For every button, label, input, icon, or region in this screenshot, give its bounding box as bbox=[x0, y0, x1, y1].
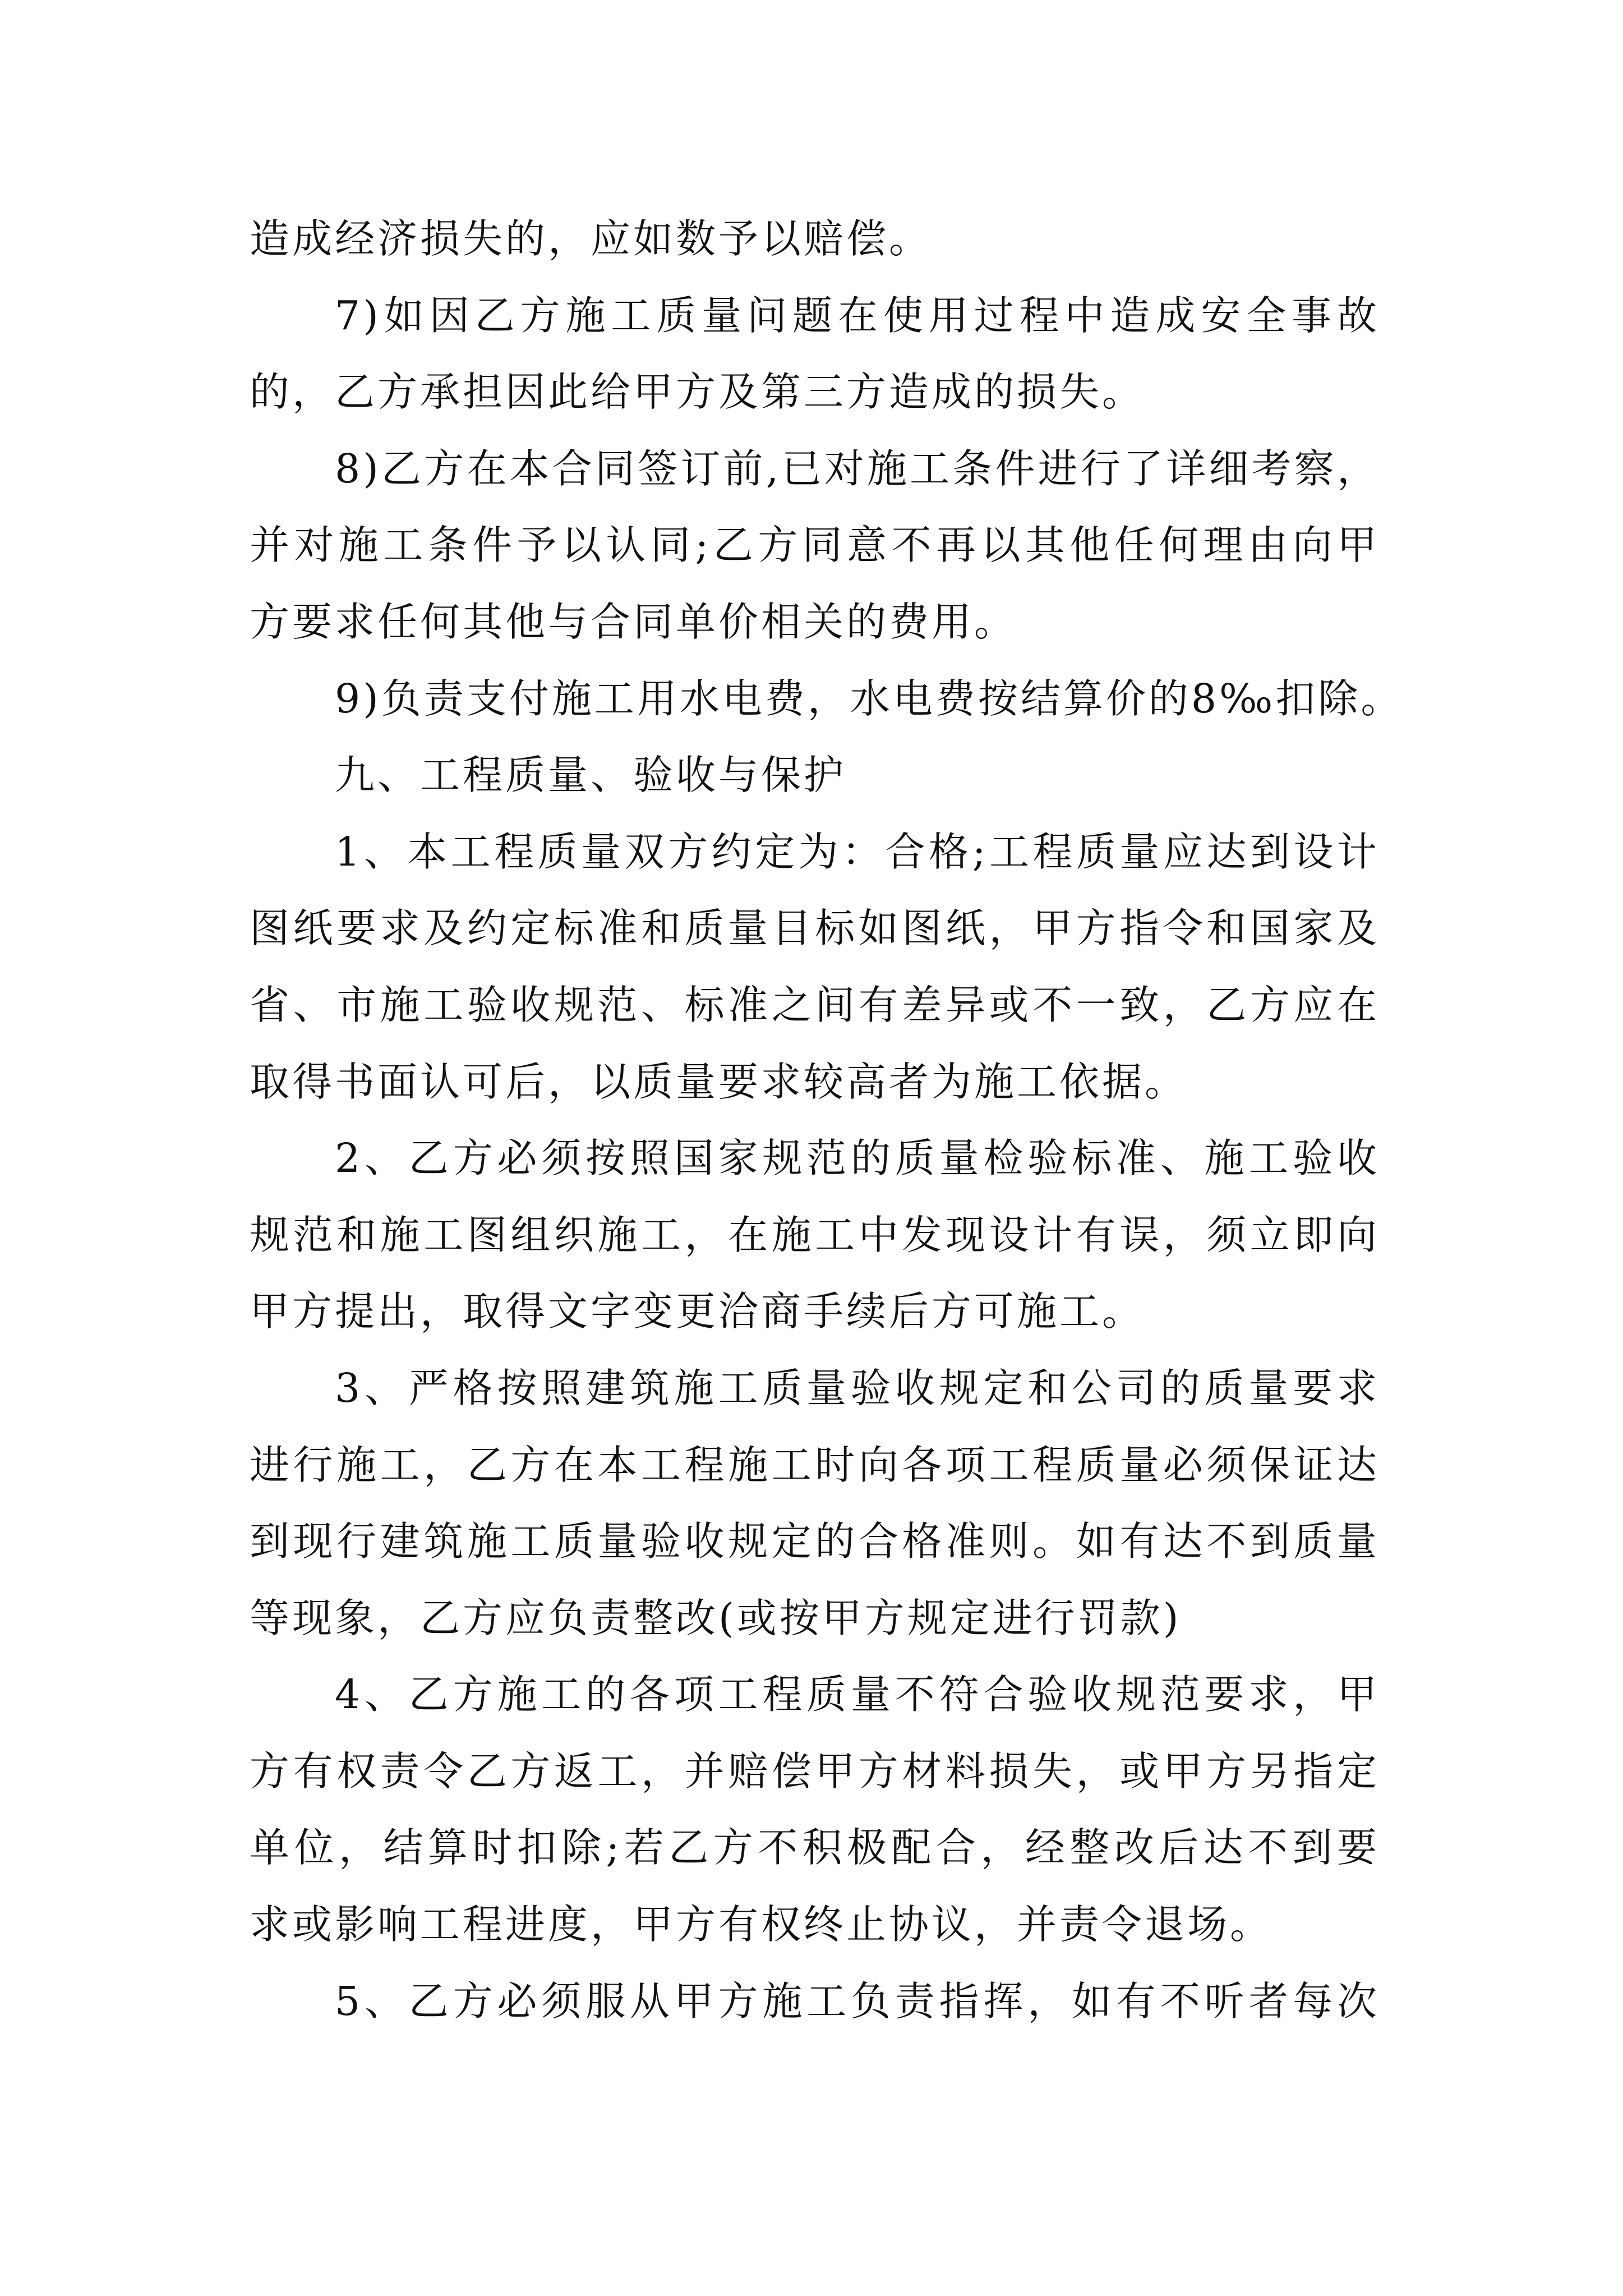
paragraph bbox=[250, 431, 1380, 661]
text-line: 等现象，乙方应负责整改(或按甲方规定进行罚款) bbox=[250, 1594, 1182, 1641]
text-line: 进行施工，乙方在本工程施工时向各项工程质量必须保证达 bbox=[250, 1441, 1380, 1488]
text-line: 单位，结算时扣除;若乙方不积极配合，经整改后达不到要 bbox=[250, 1824, 1380, 1871]
paragraph bbox=[250, 278, 1380, 431]
paragraph bbox=[250, 814, 1380, 1120]
text-line: 方要求任何其他与合同单价相关的费用。 bbox=[250, 598, 1017, 645]
text-line: 4、乙方施工的各项工程质量不符合验收规范要求，甲 bbox=[335, 1671, 1380, 1718]
text-line: 并对施工条件予以认同;乙方同意不再以其他任何理由向甲 bbox=[250, 522, 1380, 569]
text-line: 8)乙方在本合同签订前,已对施工条件进行了详细考察， bbox=[335, 445, 1380, 492]
text-line: 取得书面认可后，以质量要求较高者为施工依据。 bbox=[250, 1058, 1188, 1105]
text-line: 7)如因乙方施工质量问题在使用过程中造成安全事故 bbox=[335, 292, 1380, 339]
text-line: 甲方提出，取得文字变更洽商手续后方可施工。 bbox=[250, 1288, 1145, 1335]
paragraph bbox=[250, 1657, 1380, 1963]
section-heading bbox=[250, 737, 1380, 814]
text-line: 规范和施工图组织施工，在施工中发现设计有误，须立即向 bbox=[250, 1211, 1380, 1258]
text-line: 1、本工程质量双方约定为：合格;工程质量应达到设计 bbox=[335, 828, 1380, 875]
text-line: 求或影响工程进度，甲方有权终止协议，并责令退场。 bbox=[250, 1901, 1273, 1948]
section-heading-text: 九、工程质量、验收与保护 bbox=[335, 752, 847, 799]
text-line: 图纸要求及约定标准和质量目标如图纸，甲方指令和国家及 bbox=[250, 905, 1380, 952]
paragraph bbox=[250, 1350, 1380, 1657]
paragraph bbox=[250, 201, 1380, 278]
text-line: 到现行建筑施工质量验收规定的合格准则。如有达不到质量 bbox=[250, 1518, 1380, 1565]
document-body bbox=[250, 201, 1404, 2040]
paragraph bbox=[250, 1963, 1380, 2040]
text-line: 方有权责令乙方返工，并赔偿甲方材料损失，或甲方另指定 bbox=[250, 1747, 1380, 1795]
text-line: 5、乙方必须服从甲方施工负责指挥，如有不听者每次 bbox=[335, 1977, 1380, 2024]
paragraph bbox=[250, 1120, 1380, 1350]
text-line: 省、市施工验收规范、标准之间有差异或不一致，乙方应在 bbox=[250, 981, 1380, 1028]
text-line: 造成经济损失的，应如数予以赔偿。 bbox=[250, 215, 932, 262]
text-line: 3、严格按照建筑施工质量验收规定和公司的质量要求 bbox=[335, 1364, 1380, 1411]
paragraph bbox=[250, 661, 1404, 738]
text-line: 9)负责支付施工用水电费，水电费按结算价的8‰扣除。 bbox=[335, 675, 1404, 722]
text-line: 2、乙方必须按照国家规范的质量检验标准、施工验收 bbox=[335, 1135, 1380, 1182]
text-line: 的，乙方承担因此给甲方及第三方造成的损失。 bbox=[250, 369, 1145, 416]
